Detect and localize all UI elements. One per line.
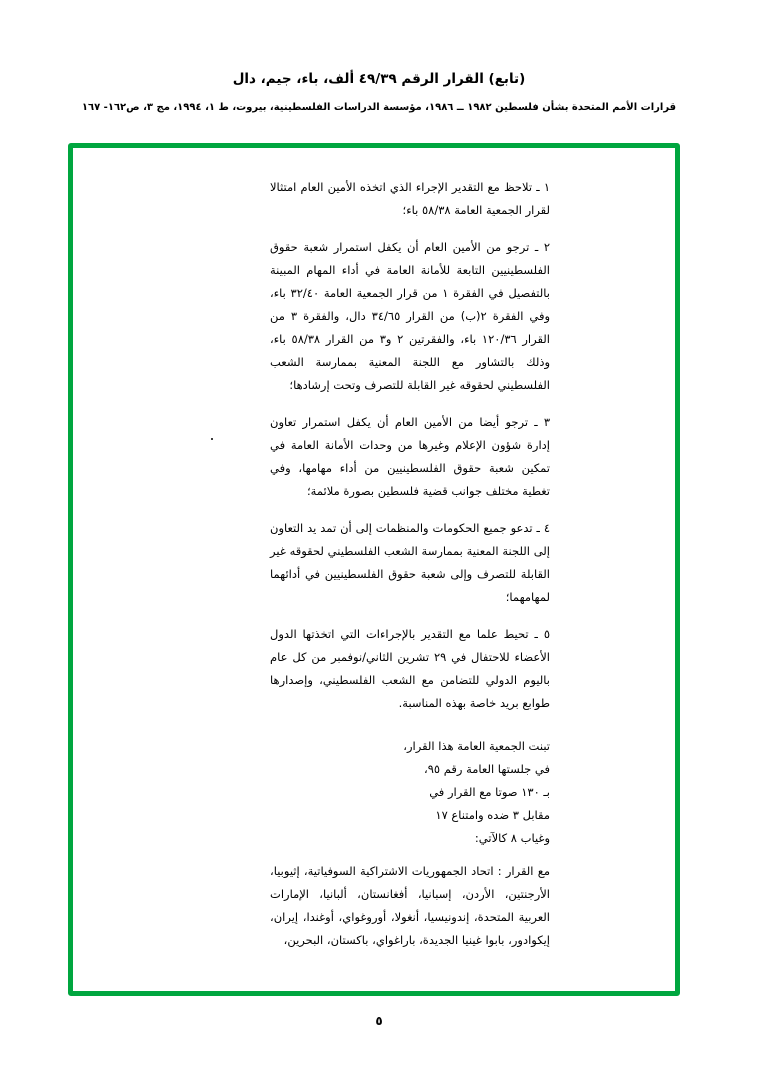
paragraph-5: ٥ ـ تحيط علما مع التقدير بالإجراءات التي اتخذتها الدول الأعضاء للاحتفال في ٢٩ تشرين الثاني/نوفمبر من كل عام باليوم الدولي للتضامن مع الشعب الفلسطيني، وإصدارها طوابع بريد خاصة بهذه المناسبة. bbox=[270, 627, 550, 710]
vote-line: بـ ١٣٠ صوتا مع القرار في bbox=[429, 785, 550, 799]
stray-mark bbox=[211, 438, 213, 440]
paragraph-2: ٢ ـ ترجو من الأمين العام أن يكفل استمرار شعبة حقوق الفلسطينيين التابعة للأمانة العامة في أداء المهام المبينة بالتفصيل في الفقرة ١ من قرار الجمعية العامة ٣٢/٤٠ باء، وفي الفقرة ٢(ب) من القرار ٣٤/٦٥ دال، والفقرة ٣ من القرار ١٢٠/٣٦ باء، والفقرتين ٢ و٣ من القرار ٥٨/٣٨ باء، وذلك بالتشاور مع اللجنة المعنية بممارسة الشعب الفلسطيني لحقوقه غير القابلة للتصرف وتحت إرشادها؛ bbox=[270, 240, 551, 392]
vote-line: في جلستها العامة رقم ٩٥، bbox=[423, 762, 550, 776]
vote-line: وغياب ٨ كالآتي: bbox=[474, 831, 550, 845]
countries-in-favor-list: مع القرار : اتحاد الجمهوريات الاشتراكية السوفياتية، إثيوبيا، الأرجنتين، الأردن، إسبانيا، أفغانستان، ألبانيا، الإمارات العربية المتحدة، إندونيسيا، أنغولا، أوروغواي، أوغندا، إيران، إيكوادور، بابوا غينيا الجديدة، باراغواي، باكستان، البحرين، bbox=[270, 864, 550, 947]
vote-line: تبنت الجمعية العامة هذا القرار، bbox=[403, 739, 550, 753]
vote-result-block bbox=[270, 735, 550, 850]
source-citation: قرارات الأمم المتحدة بشأن فلسطين ١٩٨٢ ــ ١٩٨٦، مؤسسة الدراسات الفلسطينية، بيروت، ط ١، ١٩٩٤، مج ٣، ص١٦٢- ١٦٧ bbox=[81, 101, 677, 113]
paragraph-1: ١ ـ تلاحظ مع التقدير الإجراء الذي اتخذه الأمين العام امتثالا لقرار الجمعية العامة ٥٨/٣٨ باء؛ bbox=[270, 180, 550, 217]
document-header bbox=[0, 70, 758, 115]
vote-line: مقابل ٣ ضده وامتناع ١٧ bbox=[435, 808, 550, 822]
paragraph-3: ٣ ـ ترجو أيضا من الأمين العام أن يكفل استمرار تعاون إدارة شؤون الإعلام وغيرها من وحدات الأمانة العامة في تمكين شعبة حقوق الفلسطينيين من أداء مهامها، وفي تغطية مختلف جوانب قضية فلسطين بصورة ملائمة؛ bbox=[270, 415, 550, 498]
paragraph-4: ٤ ـ تدعو جميع الحكومات والمنظمات إلى أن تمد يد التعاون إلى اللجنة المعنية بممارسة الشعب الفلسطيني لحقوقه غير القابلة للتصرف وإلى شعبة حقوق الفلسطينيين في أدائهما لمهامهما؛ bbox=[270, 521, 550, 604]
page-title: (تابع) القرار الرقم ٤٩/٣٩ ألف، باء، جيم، دال bbox=[232, 71, 526, 87]
page-number: ٥ bbox=[375, 1014, 383, 1028]
content-frame bbox=[68, 143, 680, 996]
document-body bbox=[270, 176, 550, 952]
